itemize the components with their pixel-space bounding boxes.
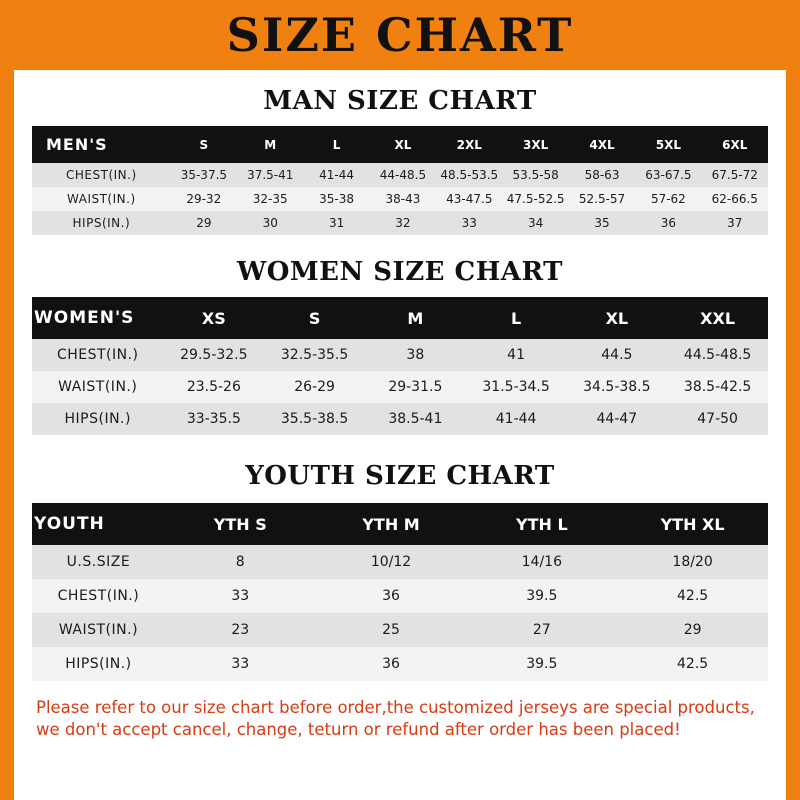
page-title: SIZE CHART	[226, 8, 574, 62]
table-row	[32, 545, 768, 579]
table-cell: 67.5-72	[702, 163, 768, 187]
table-header-row	[32, 126, 768, 163]
table-row-header: CHEST(IN.)	[32, 163, 171, 187]
table-cell: 29.5-32.5	[163, 339, 264, 371]
table-cell: 38.5-42.5	[667, 371, 768, 403]
table-row	[32, 371, 768, 403]
women-section-title: WOMEN SIZE CHART	[237, 257, 563, 287]
table-cell: 36	[635, 211, 701, 235]
table-cell: 63-67.5	[635, 163, 701, 187]
table-column-header: YTH L	[466, 503, 617, 545]
table-cell: 39.5	[466, 579, 617, 613]
table-column-header: M	[237, 126, 303, 163]
table-header-row	[32, 297, 768, 339]
table-cell: 35	[569, 211, 635, 235]
table-row	[32, 211, 768, 235]
table-row-header: WAIST(IN.)	[32, 613, 165, 647]
table-row	[32, 647, 768, 681]
table-column-header: XL	[370, 126, 436, 163]
table-row	[32, 163, 768, 187]
man-table-head	[32, 126, 768, 163]
women-size-table	[32, 297, 768, 435]
table-column-header: 6XL	[702, 126, 768, 163]
table-row	[32, 187, 768, 211]
table-cell: 41-44	[303, 163, 369, 187]
table-column-header: 4XL	[569, 126, 635, 163]
table-cell: 25	[316, 613, 467, 647]
table-column-header: 2XL	[436, 126, 502, 163]
table-cell: 29	[171, 211, 237, 235]
table-cell: 10/12	[316, 545, 467, 579]
table-cell: 31.5-34.5	[466, 371, 567, 403]
table-row-header: HIPS(IN.)	[32, 647, 165, 681]
table-cell: 14/16	[466, 545, 617, 579]
table-cell: 43-47.5	[436, 187, 502, 211]
table-column-header: L	[466, 297, 567, 339]
table-cell: 33	[436, 211, 502, 235]
table-corner-header: WOMEN'S	[32, 297, 163, 339]
table-column-header: YTH M	[316, 503, 467, 545]
table-cell: 34	[502, 211, 568, 235]
table-column-header: XL	[566, 297, 667, 339]
order-notice-line-1: Please refer to our size chart before order,the customized jerseys are special products,	[36, 698, 755, 717]
table-row-header: WAIST(IN.)	[32, 187, 171, 211]
table-cell: 32-35	[237, 187, 303, 211]
table-cell: 41	[466, 339, 567, 371]
table-cell: 44-48.5	[370, 163, 436, 187]
table-cell: 42.5	[617, 579, 768, 613]
table-cell: 23	[165, 613, 316, 647]
table-cell: 31	[303, 211, 369, 235]
table-cell: 52.5-57	[569, 187, 635, 211]
table-cell: 42.5	[617, 647, 768, 681]
table-cell: 38-43	[370, 187, 436, 211]
youth-table-head	[32, 503, 768, 545]
table-cell: 37	[702, 211, 768, 235]
women-table-head	[32, 297, 768, 339]
table-cell: 33-35.5	[163, 403, 264, 435]
table-cell: 29-32	[171, 187, 237, 211]
table-cell: 8	[165, 545, 316, 579]
table-column-header: M	[365, 297, 466, 339]
table-cell: 44-47	[566, 403, 667, 435]
table-row-header: HIPS(IN.)	[32, 211, 171, 235]
table-row	[32, 339, 768, 371]
table-cell: 18/20	[617, 545, 768, 579]
table-row-header: WAIST(IN.)	[32, 371, 163, 403]
table-row	[32, 579, 768, 613]
table-cell: 29	[617, 613, 768, 647]
table-cell: 41-44	[466, 403, 567, 435]
table-cell: 62-66.5	[702, 187, 768, 211]
women-table-body	[32, 339, 768, 435]
youth-section-title: YOUTH SIZE CHART	[245, 461, 555, 491]
table-cell: 47-50	[667, 403, 768, 435]
man-section-title: MAN SIZE CHART	[263, 86, 537, 116]
table-cell: 29-31.5	[365, 371, 466, 403]
table-row-header: CHEST(IN.)	[32, 339, 163, 371]
table-column-header: 5XL	[635, 126, 701, 163]
table-cell: 23.5-26	[163, 371, 264, 403]
table-cell: 44.5	[566, 339, 667, 371]
table-cell: 57-62	[635, 187, 701, 211]
table-column-header: S	[264, 297, 365, 339]
table-cell: 30	[237, 211, 303, 235]
chart-content	[14, 86, 786, 742]
table-row	[32, 403, 768, 435]
table-cell: 35-37.5	[171, 163, 237, 187]
man-table-body	[32, 163, 768, 235]
table-cell: 47.5-52.5	[502, 187, 568, 211]
youth-table-body	[32, 545, 768, 681]
table-row-header: CHEST(IN.)	[32, 579, 165, 613]
table-cell: 37.5-41	[237, 163, 303, 187]
table-row-header: U.S.SIZE	[32, 545, 165, 579]
table-cell: 36	[316, 647, 467, 681]
order-notice	[36, 697, 764, 742]
table-column-header: YTH XL	[617, 503, 768, 545]
table-cell: 32	[370, 211, 436, 235]
table-corner-header: YOUTH	[32, 503, 165, 545]
table-cell: 36	[316, 579, 467, 613]
table-cell: 35.5-38.5	[264, 403, 365, 435]
table-cell: 27	[466, 613, 617, 647]
table-cell: 44.5-48.5	[667, 339, 768, 371]
order-notice-line-2: we don't accept cancel, change, teturn or refund after order has been placed!	[36, 720, 681, 740]
table-corner-header: MEN'S	[32, 126, 171, 163]
table-cell: 33	[165, 579, 316, 613]
man-size-table	[32, 126, 768, 235]
table-column-header: S	[171, 126, 237, 163]
table-cell: 48.5-53.5	[436, 163, 502, 187]
youth-size-table	[32, 503, 768, 681]
table-column-header: 3XL	[502, 126, 568, 163]
table-column-header: XXL	[667, 297, 768, 339]
table-cell: 39.5	[466, 647, 617, 681]
table-header-row	[32, 503, 768, 545]
table-cell: 34.5-38.5	[566, 371, 667, 403]
table-column-header: L	[303, 126, 369, 163]
table-row-header: HIPS(IN.)	[32, 403, 163, 435]
table-column-header: XS	[163, 297, 264, 339]
table-cell: 32.5-35.5	[264, 339, 365, 371]
table-cell: 53.5-58	[502, 163, 568, 187]
table-cell: 26-29	[264, 371, 365, 403]
table-column-header: YTH S	[165, 503, 316, 545]
table-cell: 58-63	[569, 163, 635, 187]
table-cell: 38	[365, 339, 466, 371]
page-banner	[14, 0, 786, 70]
table-cell: 35-38	[303, 187, 369, 211]
table-cell: 33	[165, 647, 316, 681]
table-row	[32, 613, 768, 647]
table-cell: 38.5-41	[365, 403, 466, 435]
